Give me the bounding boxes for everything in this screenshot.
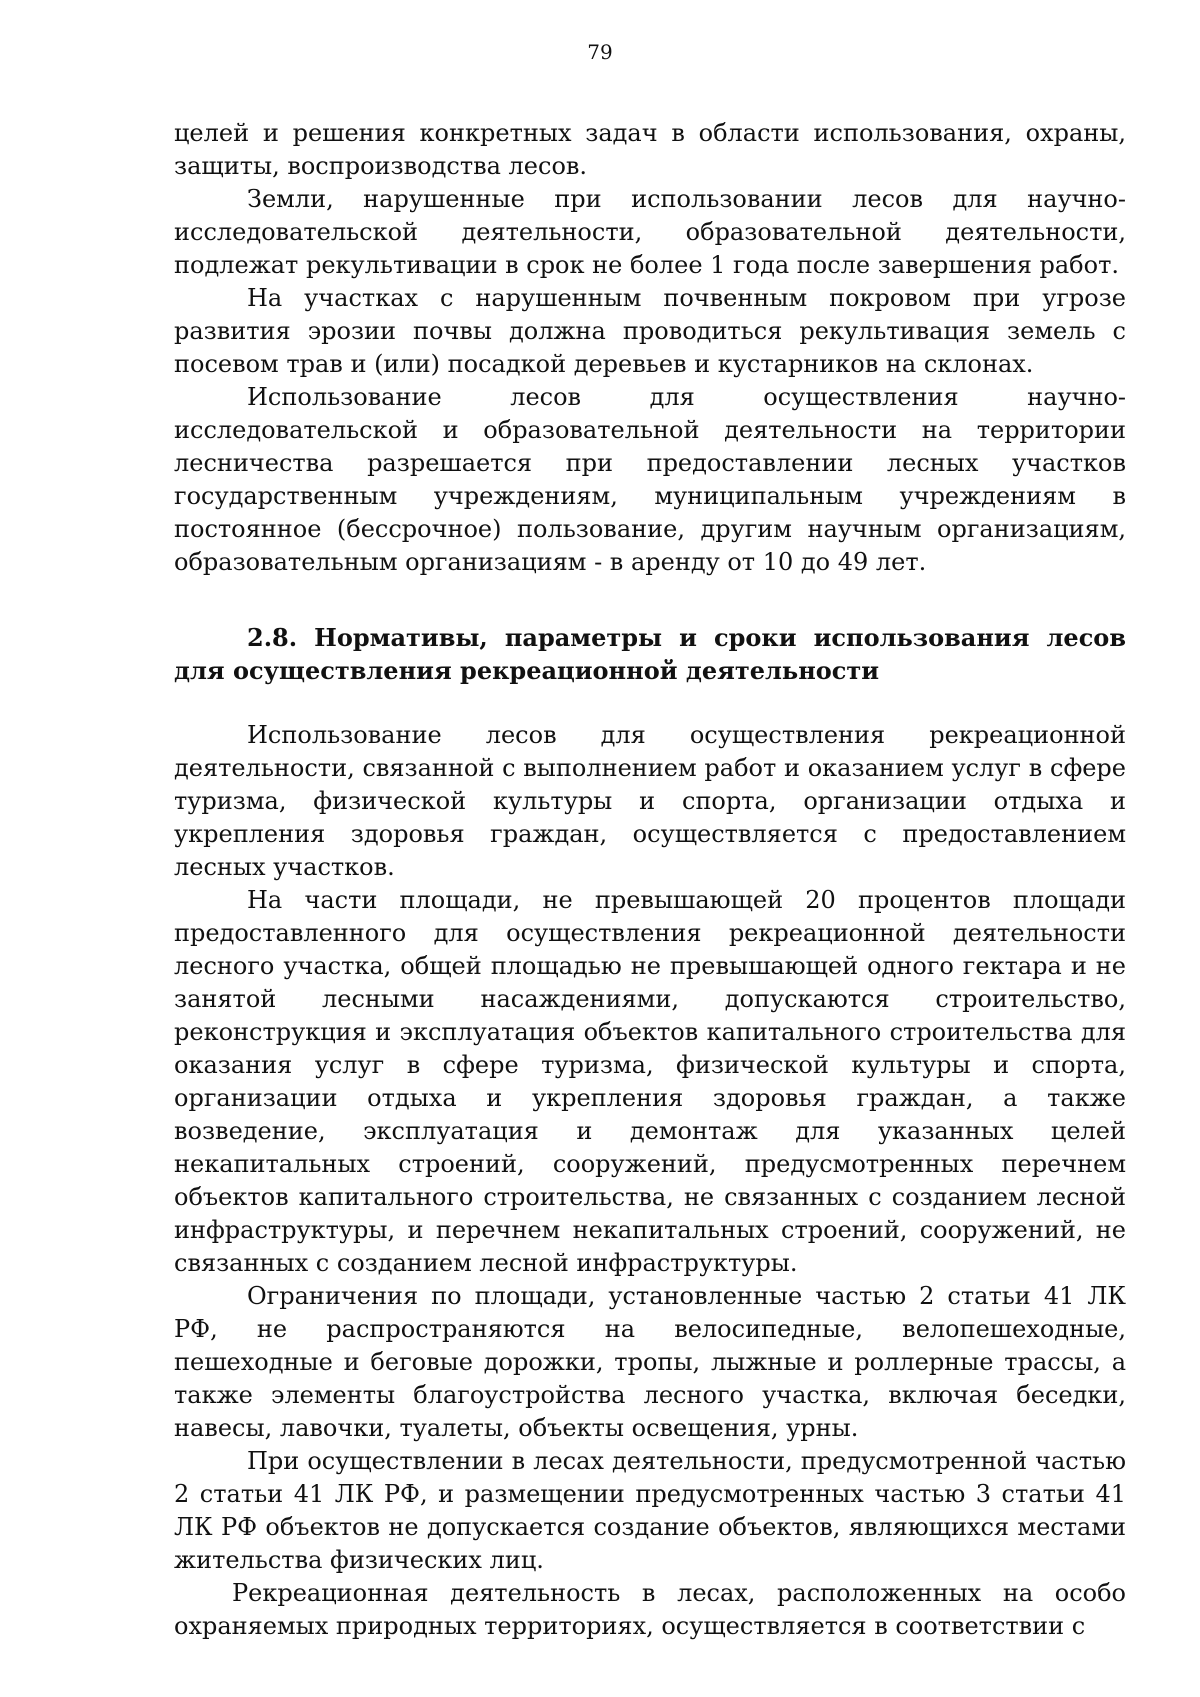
paragraph: Земли, нарушенные при использовании лесов для научно-исследовательской деятельности, образовательной деятельности, подлежат рекультивации в срок не более 1 года после завершения работ. — [174, 185, 1126, 279]
paragraph: На участках с нарушенным почвенным покровом при угрозе развития эрозии почвы должна проводиться рекультивация земель с посевом трав и (или) посадкой деревьев и кустарников на склонах. — [174, 284, 1126, 378]
paragraph: При осуществлении в лесах деятельности, предусмотренной частью 2 статьи 41 ЛК РФ, и размещении предусмотренных частью 3 статьи 41 ЛК РФ объектов не допускается создание объектов, являющихся местами жительства физических лиц. — [174, 1447, 1126, 1574]
paragraph: Рекреационная деятельность в лесах, расположенных на особо охраняемых природных территориях, осуществляется в соответствии с — [174, 1579, 1126, 1640]
paragraph: Использование лесов для осуществления рекреационной деятельности, связанной с выполнением работ и оказанием услуг в сфере туризма, физической культуры и спорта, организации отдыха и укрепления здоровья граждан, осуществляется с предоставлением лесных участков. — [174, 721, 1126, 881]
page-number: 79 — [587, 40, 613, 64]
paragraph: На части площади, не превышающей 20 процентов площади предоставленного для осуществления рекреационной деятельности лесного участка, общей площадью не превышающей одного гектара и не занятой лесными насаждениями, допускаются строительство, реконструкция и эксплуатация объектов капитального строительства для оказания услуг в сфере туризма, физической культуры и спорта, организации отдыха и укрепления здоровья граждан, а также возведение, эксплуатация и демонтаж для указанных целей некапитальных строений, сооружений, предусмотренных перечнем объектов капитального строительства, не связанных с созданием лесной инфраструктуры, и перечнем некапитальных строений, сооружений, не связанных с созданием лесной инфраструктуры. — [174, 886, 1126, 1277]
page-content — [174, 117, 1126, 1643]
paragraph: Использование лесов для осуществления научно-исследовательской и образовательной деятельности на территории лесничества разрешается при предоставлении лесных участков государственным учреждениям, муниципальным учреждениям в постоянное (бессрочное) пользование, другим научным организациям, образовательным организациям - в аренду от 10 до 49 лет. — [174, 383, 1126, 576]
paragraph: Ограничения по площади, установленные частью 2 статьи 41 ЛК РФ, не распространяются на велосипедные, велопешеходные, пешеходные и беговые дорожки, тропы, лыжные и роллерные трассы, а также элементы благоустройства лесного участка, включая беседки, навесы, лавочки, туалеты, объекты освещения, урны. — [174, 1282, 1126, 1442]
section-heading: 2.8. Нормативы, параметры и сроки использования лесов для осуществления рекреационной деятельности — [174, 623, 1126, 685]
paragraph: целей и решения конкретных задач в области использования, охраны, защиты, воспроизводства лесов. — [174, 119, 1126, 180]
